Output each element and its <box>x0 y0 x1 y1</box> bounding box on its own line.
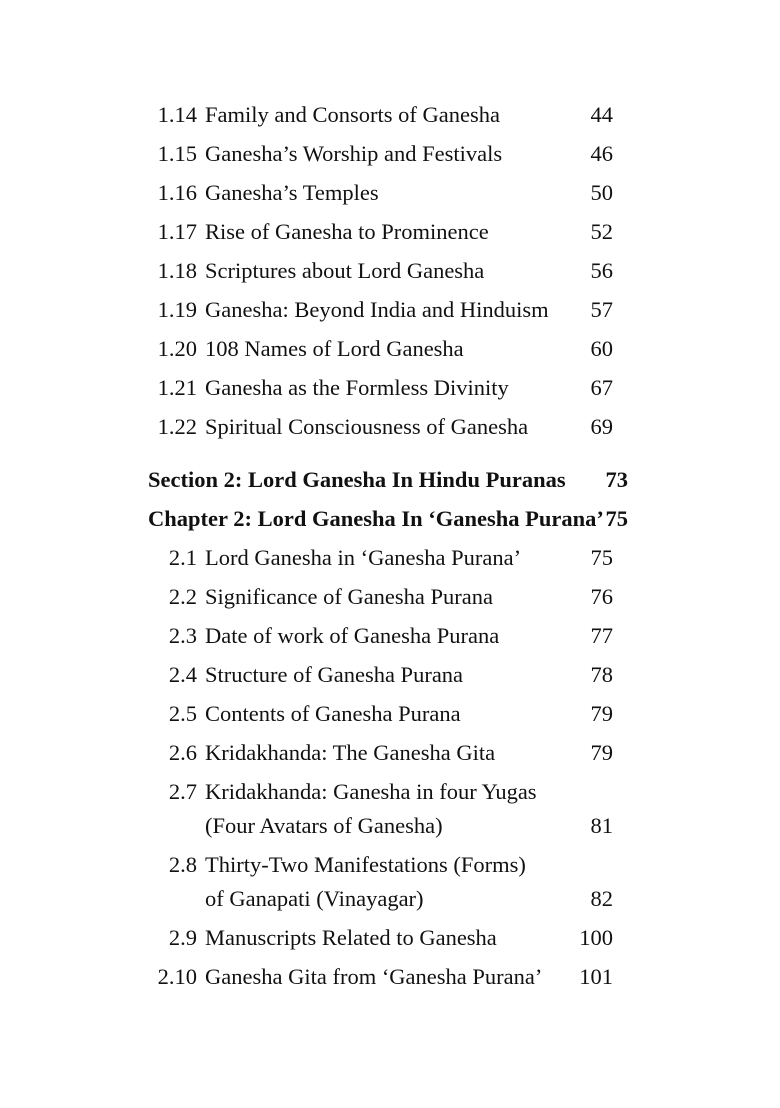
toc-entry[interactable] <box>148 583 628 609</box>
toc-entry-number: 1.16 <box>157 180 197 205</box>
toc-entry-title: Manuscripts Related to Ganesha <box>205 924 497 950</box>
toc-entry-body <box>205 739 613 765</box>
toc-entry-body <box>205 377 613 400</box>
toc-heading[interactable] <box>148 505 628 531</box>
toc-entry-number: 2.3 <box>168 622 197 648</box>
toc-entry[interactable] <box>148 377 628 400</box>
toc-entry-page-number: 101 <box>579 963 613 989</box>
toc-entry-line <box>205 260 613 283</box>
toc-entry-page-number: 79 <box>590 739 613 765</box>
toc-entry-body <box>205 104 613 127</box>
toc-entry-number: 1.17 <box>157 219 197 244</box>
toc-entry-page-number: 77 <box>590 622 613 648</box>
toc-entry-line <box>205 338 613 361</box>
toc-entry[interactable] <box>148 143 628 166</box>
toc-entry-body <box>205 851 613 911</box>
toc-heading-page-number: 75 <box>605 505 628 531</box>
toc-entry[interactable] <box>148 739 628 765</box>
toc-entry-page-number: 76 <box>590 583 613 609</box>
toc-entry-title: Kridakhanda: The Ganesha Gita <box>205 739 496 765</box>
toc-entry-page-number: 50 <box>590 180 613 205</box>
toc-entry-body <box>205 778 613 838</box>
toc-entry-body <box>205 544 613 570</box>
toc-entry-number: 2.4 <box>168 661 197 687</box>
toc-entry-line <box>205 851 613 877</box>
toc-entry-number: 2.8 <box>168 851 197 877</box>
toc-entry-line <box>205 963 613 989</box>
toc-entry-body <box>205 299 613 322</box>
toc-entry[interactable] <box>148 182 628 205</box>
toc-entry-line <box>205 700 613 726</box>
toc-entry-title: Date of work of Ganesha Purana <box>205 622 500 648</box>
toc-entry-number: 1.20 <box>157 336 197 361</box>
toc-heading-page-number: 73 <box>605 466 628 492</box>
toc-entry-line <box>205 924 613 950</box>
toc-entry-number: 1.19 <box>157 297 197 322</box>
toc-entry-body <box>205 583 613 609</box>
toc-entry-line <box>205 739 613 765</box>
toc-entry-page-number: 44 <box>590 102 613 127</box>
toc-entry-page-number: 57 <box>590 297 613 322</box>
toc-entry-page-number: 67 <box>590 375 613 400</box>
toc-entry-title: Kridakhanda: Ganesha in four Yugas <box>205 778 537 804</box>
toc-entry-page-number: 81 <box>590 812 613 838</box>
toc-entry-body <box>205 260 613 283</box>
toc-entry-body <box>205 221 613 244</box>
toc-entry-line <box>205 544 613 570</box>
toc-entry-number: 1.22 <box>157 414 197 439</box>
toc-entry[interactable] <box>148 104 628 127</box>
toc-entry[interactable] <box>148 924 628 950</box>
toc-entry-title: Scriptures about Lord Ganesha <box>205 258 485 283</box>
toc-entry-title-continued: of Ganapati (Vinayagar) <box>205 885 424 911</box>
toc-entry-line <box>205 778 613 804</box>
toc-entry-title: Ganesha Gita from ‘Ganesha Purana’ <box>205 963 543 989</box>
toc-entry-number: 2.9 <box>168 924 197 950</box>
toc-entry[interactable] <box>148 963 628 989</box>
toc-entry[interactable] <box>148 851 628 911</box>
toc-entry-line <box>205 885 613 911</box>
toc-entry-number: 1.18 <box>157 258 197 283</box>
toc-entry-title: Significance of Ganesha Purana <box>205 583 494 609</box>
toc-entry-body <box>205 963 613 989</box>
toc-entry-title: Ganesha’s Worship and Festivals <box>205 141 503 166</box>
toc-entry-page-number: 60 <box>590 336 613 361</box>
toc-entry-body <box>205 338 613 361</box>
toc-entry-body <box>205 416 613 439</box>
toc-heading-label: Section 2: Lord Ganesha In Hindu Puranas <box>148 466 566 492</box>
toc-entry-line <box>205 104 613 127</box>
toc-entry-title: Contents of Ganesha Purana <box>205 700 461 726</box>
toc-entry-line <box>205 143 613 166</box>
toc-entry-line <box>205 661 613 687</box>
toc-entry-page-number: 46 <box>590 141 613 166</box>
toc-entry[interactable] <box>148 622 628 648</box>
toc-entry-number: 2.5 <box>168 700 197 726</box>
toc-entry-line <box>205 377 613 400</box>
toc-entry-number: 1.15 <box>157 141 197 166</box>
toc-entry-page-number: 75 <box>590 544 613 570</box>
toc-entry-title: Ganesha’s Temples <box>205 180 379 205</box>
toc-entry-page-number: 69 <box>590 414 613 439</box>
toc-entry-line <box>205 182 613 205</box>
toc-entry-page-number: 79 <box>590 700 613 726</box>
toc-entry-line <box>205 812 613 838</box>
toc-entry-title: 108 Names of Lord Ganesha <box>205 336 464 361</box>
toc-entry-page-number: 78 <box>590 661 613 687</box>
toc-entry-title: Structure of Ganesha Purana <box>205 661 464 687</box>
toc-entry-line <box>205 622 613 648</box>
toc-entry-title: Thirty-Two Manifestations (Forms) <box>205 851 526 877</box>
toc-entry[interactable] <box>148 544 628 570</box>
toc-entry[interactable] <box>148 299 628 322</box>
toc-entry[interactable] <box>148 221 628 244</box>
toc-heading[interactable] <box>148 466 628 492</box>
table-of-contents <box>148 104 628 1005</box>
toc-entry-title: Rise of Ganesha to Prominence <box>205 219 489 244</box>
toc-entry-title: Family and Consorts of Ganesha <box>205 102 500 127</box>
toc-entry-line <box>205 221 613 244</box>
toc-entry-number: 2.2 <box>168 583 197 609</box>
toc-entry-body <box>205 143 613 166</box>
toc-entry-page-number: 52 <box>590 219 613 244</box>
toc-entry-title: Spiritual Consciousness of Ganesha <box>205 414 529 439</box>
toc-entry-title: Ganesha as the Formless Divinity <box>205 375 509 400</box>
toc-entry-page-number: 56 <box>590 258 613 283</box>
toc-entry[interactable] <box>148 338 628 361</box>
toc-entry-body <box>205 182 613 205</box>
toc-entry-number: 2.7 <box>168 778 197 804</box>
toc-entry-line <box>205 299 613 322</box>
toc-entry-number: 1.21 <box>157 375 197 400</box>
toc-entry-number: 2.6 <box>168 739 197 765</box>
toc-entry-body <box>205 622 613 648</box>
toc-entry-number: 2.1 <box>168 544 197 570</box>
toc-entry-body <box>205 924 613 950</box>
toc-entry-body <box>205 700 613 726</box>
toc-entry-number: 1.14 <box>157 102 197 127</box>
toc-heading-label: Chapter 2: Lord Ganesha In ‘Ganesha Purana’ <box>148 505 604 531</box>
toc-entry-title: Ganesha: Beyond India and Hinduism <box>205 297 549 322</box>
toc-entry[interactable] <box>148 700 628 726</box>
toc-entry-body <box>205 661 613 687</box>
toc-entry-line <box>205 416 613 439</box>
toc-entry-title-continued: (Four Avatars of Ganesha) <box>205 812 443 838</box>
toc-entry-line <box>205 583 613 609</box>
toc-entry[interactable] <box>148 416 628 439</box>
toc-entry[interactable] <box>148 260 628 283</box>
toc-entry-page-number: 100 <box>579 924 613 950</box>
toc-entry-title: Lord Ganesha in ‘Ganesha Purana’ <box>205 544 522 570</box>
toc-entry[interactable] <box>148 661 628 687</box>
toc-entry[interactable] <box>148 778 628 838</box>
toc-entry-number: 2.10 <box>157 963 197 989</box>
toc-entry-page-number: 82 <box>590 885 613 911</box>
